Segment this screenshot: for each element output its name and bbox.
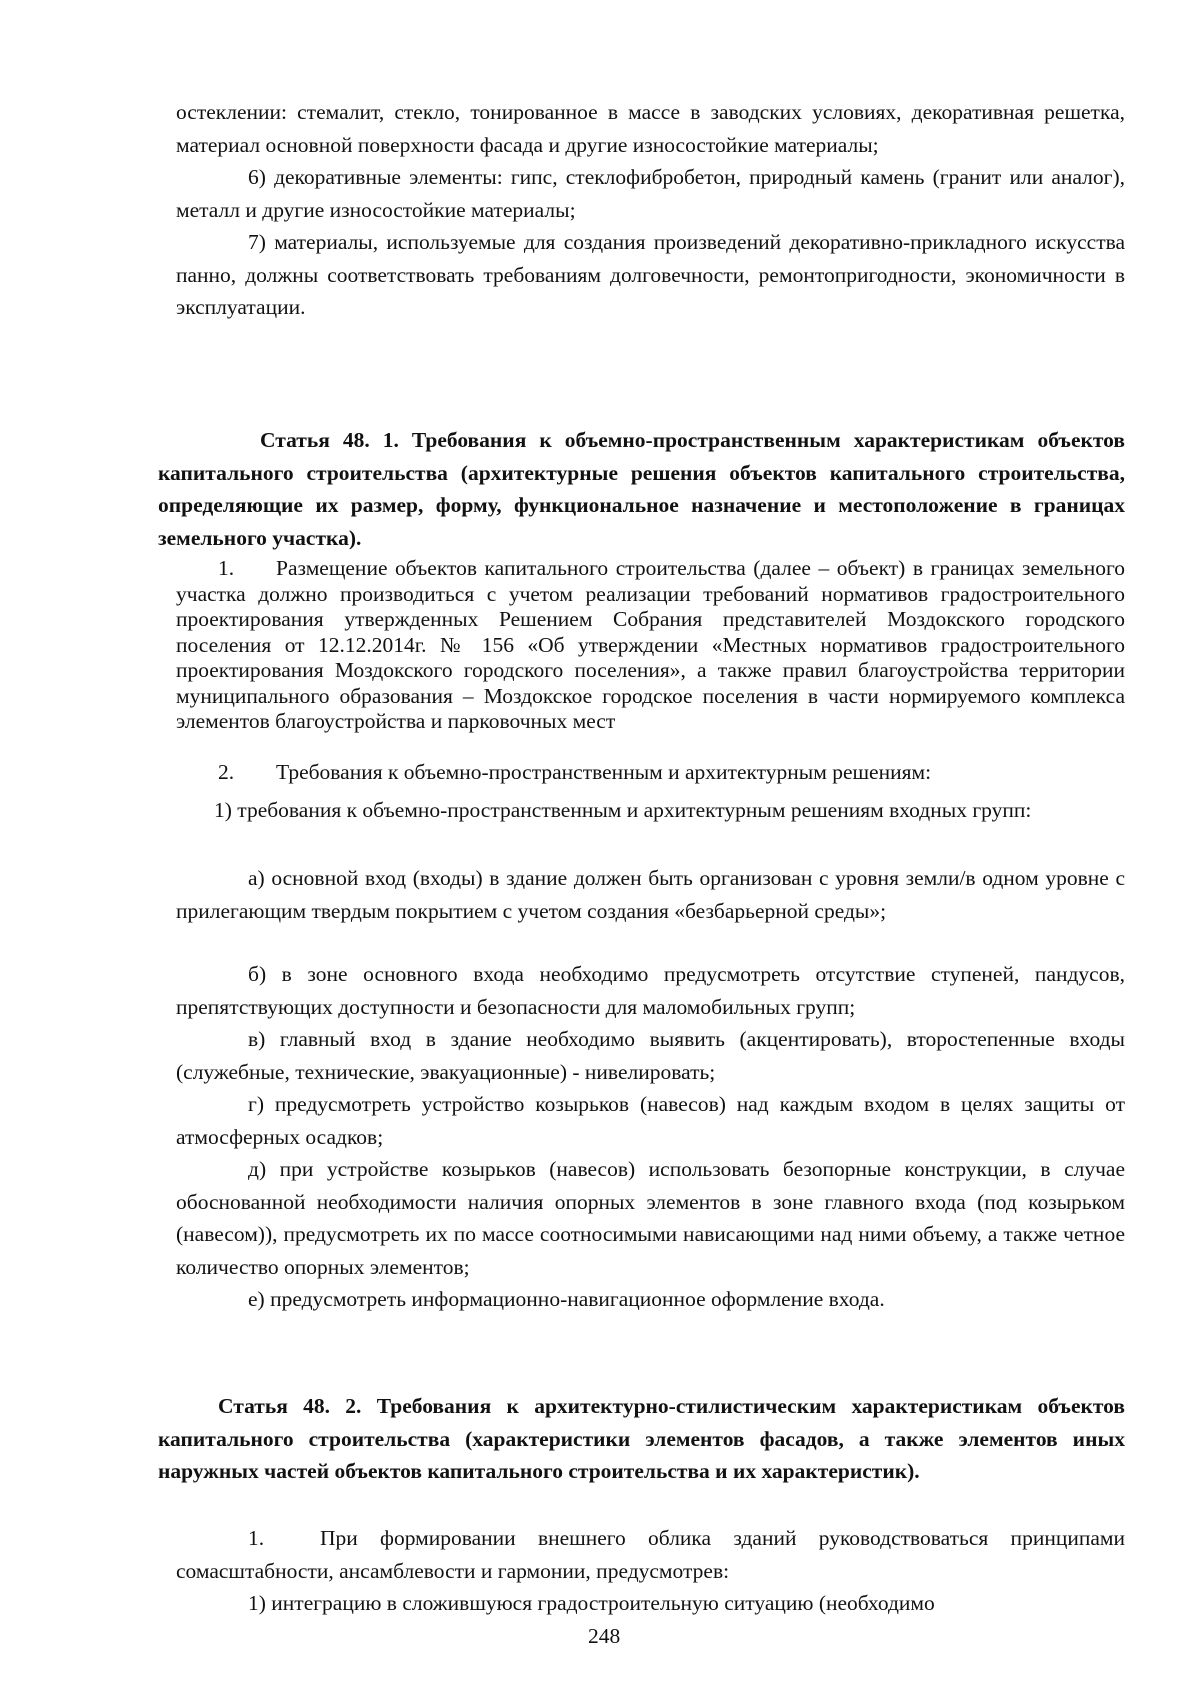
article-48-2-sub-item-1: 1) интеграцию в сложившуюся градостроительную ситуацию (необходимо	[248, 1591, 935, 1615]
article-48-1-point-2	[176, 760, 1125, 786]
page-number: 248	[588, 1624, 621, 1648]
point-2-text: Требования к объемно-пространственным и архитектурным решениям:	[276, 760, 932, 784]
sub-item-v: в) главный вход в здание необходимо выявить (акцентировать), второстепенные входы (служебные, технические, эвакуационные) - нивелировать;	[176, 1027, 1125, 1084]
sub-item-e: е) предусмотреть информационно-навигационное оформление входа.	[248, 1287, 885, 1311]
item-6-paragraph: 6) декоративные элементы: гипс, стеклофибробетон, природный камень (гранит или аналог), металл и другие износостойкие материалы;	[176, 165, 1125, 222]
point-2-number: 2.	[218, 760, 235, 784]
intro-tail-paragraph: остеклении: стемалит, стекло, тонированное в массе в заводских условиях, декоративная решетка, материал основной поверхности фасада и другие износостойкие материалы;	[176, 100, 1125, 157]
article-48-1-heading: Статья 48. 1. Требования к объемно-пространственным характеристикам объектов капитального строительства (архитектурные решения объектов капитального строительства, определяющие их размер, форму, функциональное назначение и местоположение в границах земельного участка).	[158, 428, 1125, 550]
point-1-number: 1.	[218, 556, 235, 580]
article-48-2-point-1-number: 1.	[248, 1526, 265, 1550]
item-7-paragraph: 7) материалы, используемые для создания произведений декоративно-прикладного искусства панно, должны соответствовать требованиям долговечности, ремонтопригодности, экономичности в эксплуатации.	[176, 230, 1125, 319]
article-48-2-point-1-text: При формировании внешнего облика зданий руководствоваться принципами сомасштабности, ансамблевости и гармонии, предусмотрев:	[176, 1526, 1125, 1583]
sub-item-a: а) основной вход (входы) в здание должен быть организован с уровня земли/в одном уровне с прилегающим твердым покрытием с учетом создания «безбарьерной среды»;	[176, 866, 1125, 923]
sub-item-b: б) в зоне основного входа необходимо предусмотреть отсутствие ступеней, пандусов, препятствующих доступности и безопасности для маломобильных групп;	[176, 962, 1125, 1019]
sub-item-g: г) предусмотреть устройство козырьков (навесов) над каждым входом в целях защиты от атмосферных осадков;	[176, 1092, 1125, 1149]
article-48-1-point-1	[176, 556, 1125, 735]
sub-item-d: д) при устройстве козырьков (навесов) использовать безопорные конструкции, в случае обоснованной необходимости наличия опорных элементов в зоне главного входа (под козырьком (навесом)), предусмотреть их по массе соотносимыми нависающими над ними объему, а также четное количество опорных элементов;	[176, 1157, 1125, 1279]
sub-item-1: 1) требования к объемно-пространственным и архитектурным решениям входных групп:	[214, 798, 1032, 822]
point-1-text: Размещение объектов капитального строительства (далее – объект) в границах земельного участка должно производиться с учетом реализации требований нормативов градостроительного проектирования утвержденных Решением Собрания представителей Моздокского городского поселения от 12.12.2014г. № 156 «Об утверждении «Местных нормативов градостроительного проектирования Моздокского городского поселения», а также правил благоустройства территории муниципального образования – Моздокское городское поселения в части нормируемого комплекса элементов благоустройства и парковочных мест	[176, 556, 1125, 733]
article-48-2-heading: Статья 48. 2. Требования к архитектурно-стилистическим характеристикам объектов капитального строительства (характеристики элементов фасадов, а также элементов иных наружных частей объектов капитального строительства и их характеристик).	[158, 1394, 1125, 1483]
article-48-2-point-1	[176, 1522, 1125, 1587]
